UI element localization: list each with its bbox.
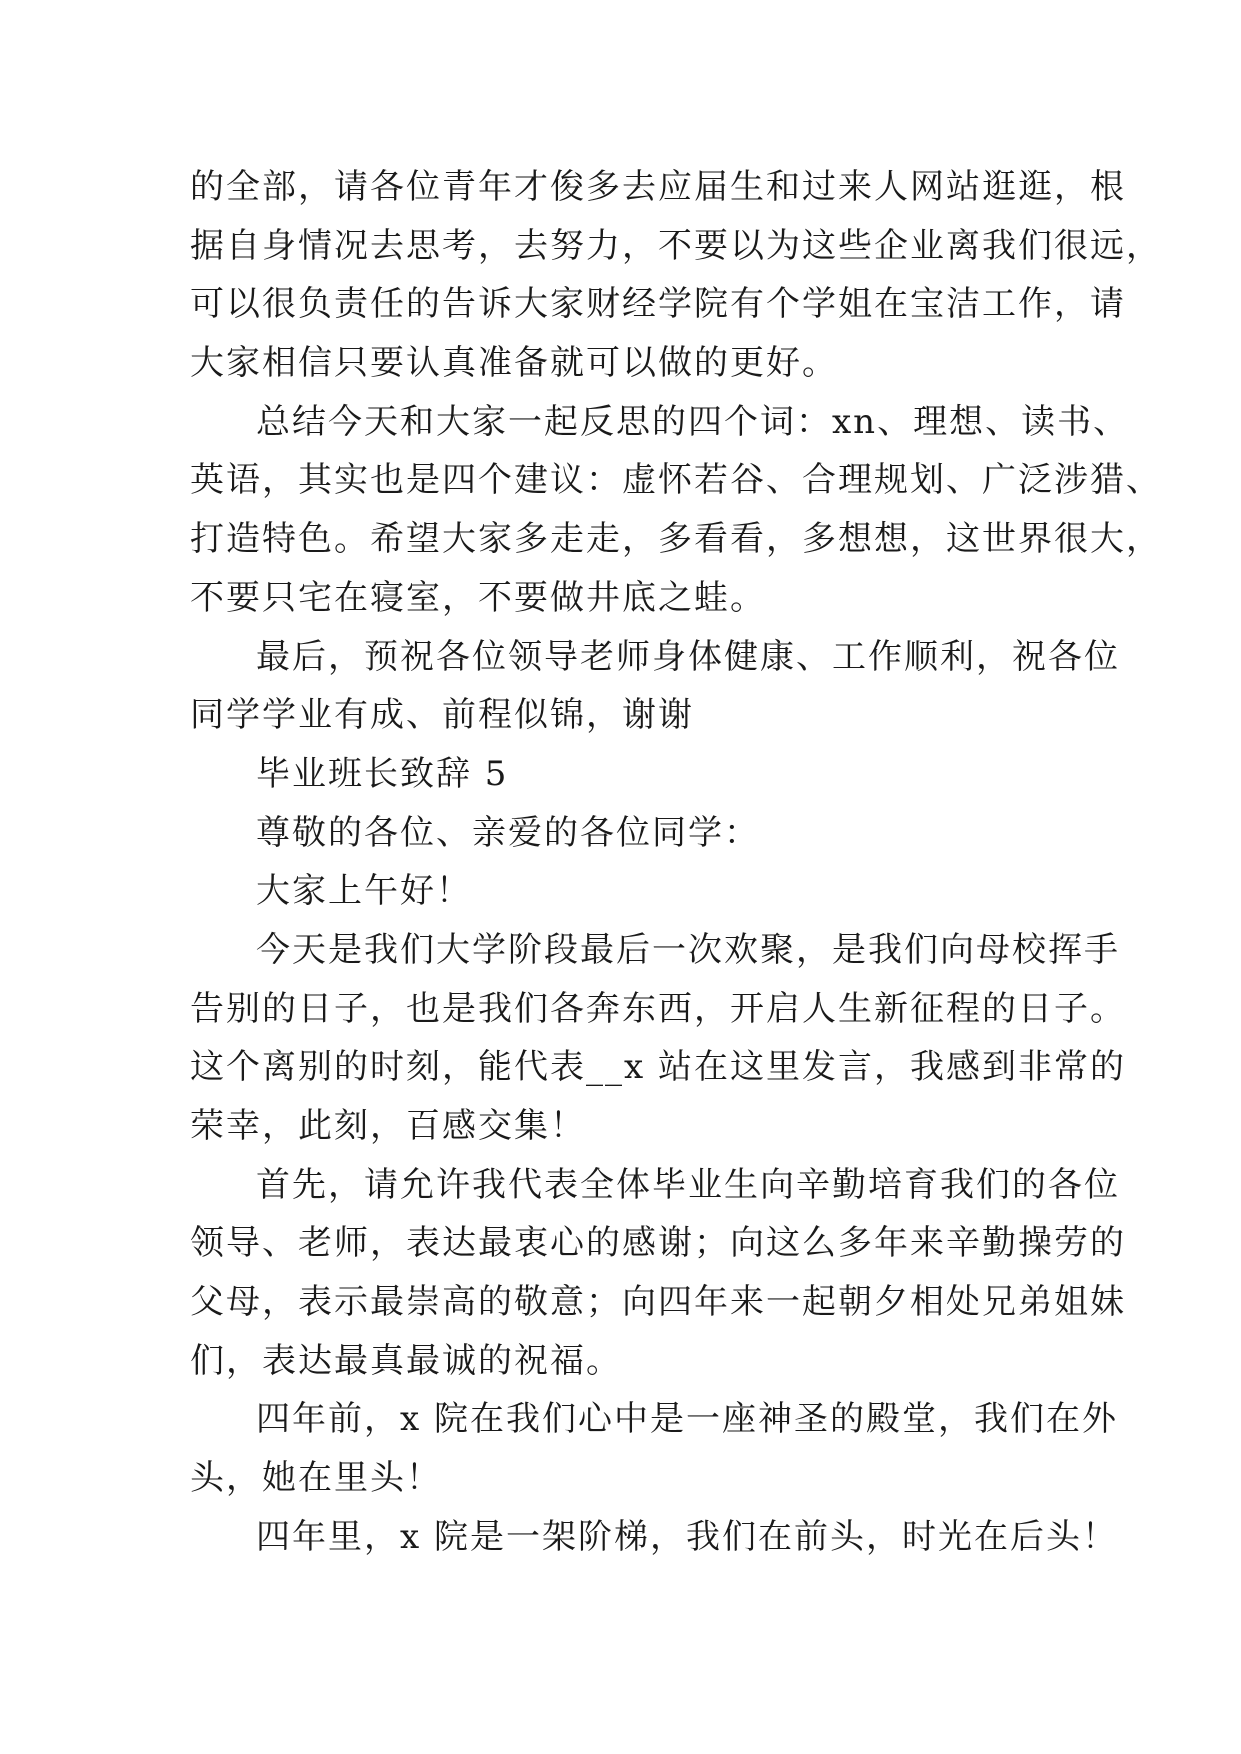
text-line: 头，她在里头！ <box>190 1458 442 1499</box>
salutation-line: 尊敬的各位、亲爱的各位同学： <box>256 812 760 853</box>
document-body <box>190 158 1162 1567</box>
paragraph-start-line: 四年前，x 院在我们心中是一座神圣的殿堂，我们在外 <box>256 1399 1118 1440</box>
paragraph-start-line: 四年里，x 院是一架阶梯，我们在前头，时光在后头！ <box>256 1516 1118 1557</box>
paragraph-start-line: 今天是我们大学阶段最后一次欢聚，是我们向母校挥手 <box>256 929 1120 970</box>
text-line: 这个离别的时刻，能代表__x 站在这里发言，我感到非常的 <box>190 1047 1126 1088</box>
text-line: 的全部，请各位青年才俊多去应届生和过来人网站逛逛，根 <box>190 167 1126 207</box>
text-line: 英语，其实也是四个建议：虚怀若谷、合理规划、广泛涉猎、 <box>190 460 1162 501</box>
text-line: 大家相信只要认真准备就可以做的更好。 <box>190 343 838 384</box>
text-line: 打造特色。希望大家多走走，多看看，多想想，这世界很大， <box>190 519 1162 560</box>
text-line: 领导、老师，表达最衷心的感谢；向这么多年来辛勤操劳的 <box>190 1223 1126 1264</box>
text-line: 告别的日子，也是我们各奔东西，开启人生新征程的日子。 <box>190 988 1126 1029</box>
paragraph-start-line: 总结今天和大家一起反思的四个词：xn、理想、读书、 <box>256 401 1130 442</box>
paragraph-start-line: 首先，请允许我代表全体毕业生向辛勤培育我们的各位 <box>256 1164 1120 1205</box>
text-line: 可以很负责任的告诉大家财经学院有个学姐在宝洁工作，请 <box>190 284 1126 325</box>
text-line: 父母，表示最崇高的敬意；向四年来一起朝夕相处兄弟姐妹 <box>190 1282 1126 1323</box>
text-line: 同学学业有成、前程似锦，谢谢 <box>190 695 694 736</box>
text-line: 们，表达最真最诚的祝福。 <box>190 1340 622 1381</box>
text-line: 据自身情况去思考，去努力，不要以为这些企业离我们很远， <box>190 225 1162 266</box>
paragraph-start-line: 最后，预祝各位领导老师身体健康、工作顺利，祝各位 <box>256 636 1120 677</box>
section-heading: 毕业班长致辞 5 <box>256 753 509 794</box>
greeting-line: 大家上午好！ <box>256 871 472 912</box>
text-line: 荣幸，此刻，百感交集！ <box>190 1106 586 1146</box>
text-line: 不要只宅在寝室，不要做井底之蛙。 <box>190 577 766 618</box>
